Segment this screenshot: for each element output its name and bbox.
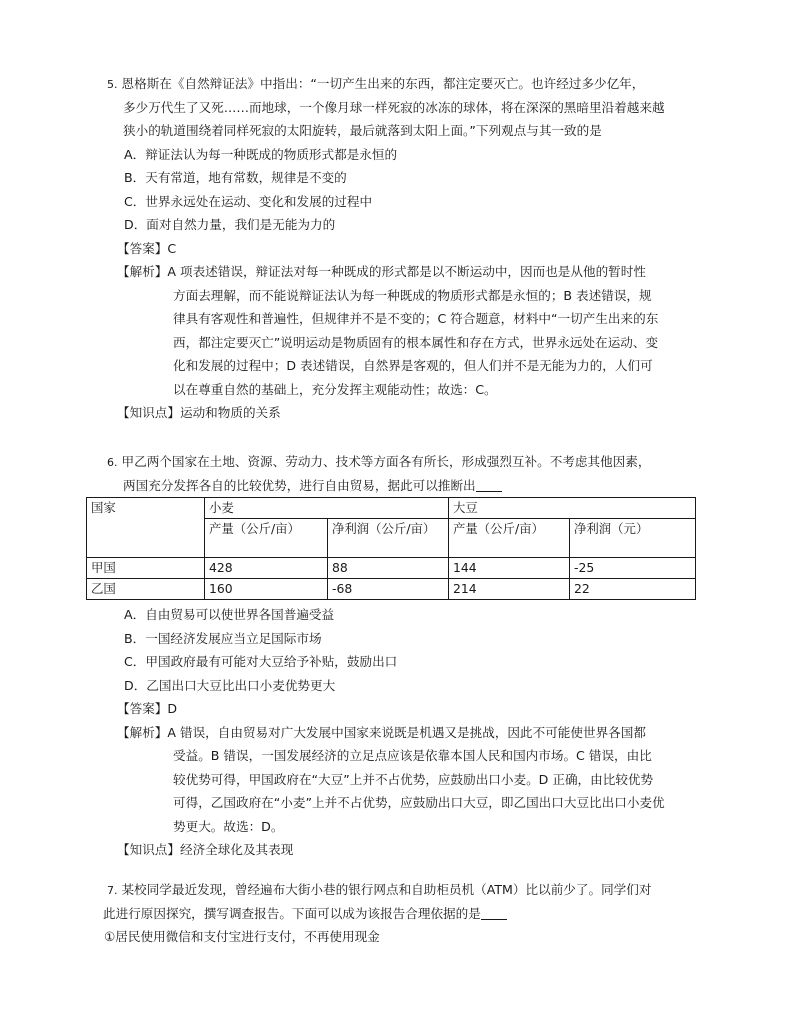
- question-6-continued: [90, 603, 712, 862]
- wheat-header: 小麦: [205, 498, 449, 519]
- table-cell: 428: [205, 558, 328, 579]
- question-6-option-a: A．自由贸易可以使世界各国普遍受益: [124, 607, 335, 622]
- country-cell: 甲国: [87, 558, 205, 579]
- table-cell: -68: [328, 579, 449, 600]
- question-5-analysis-line-1: 【解析】A 项表述错误，辩证法对每一种既成的形式都是以不断运动中，因而也是从他的暂时性: [117, 264, 646, 279]
- soybean-output-header: 产量（公斤/亩）: [449, 519, 570, 558]
- question-5-analysis-line-6: 以在尊重自然的基础上，充分发挥主观能动性；故选：C。: [173, 381, 497, 397]
- question-5-option-c: C．世界永远处在运动、变化和发展的过程中: [124, 193, 373, 209]
- question-5-answer: [90, 237, 712, 261]
- question-6-analysis-line-2: 受益。B 错误，一国发展经济的立足点应该是依靠本国人民和国内市场。C 错误，由比: [173, 748, 652, 763]
- wheat-output-header: 产量（公斤/亩）: [205, 519, 328, 558]
- question-7-stem-line-2: 此进行原因探究，撰写调查报告。下面可以成为该报告合理依据的是: [90, 902, 712, 926]
- wheat-profit-header: 净利润（公斤/亩）: [328, 519, 449, 558]
- question-5-number: 5.: [107, 78, 118, 91]
- analysis-label: 【解析】: [117, 264, 168, 279]
- question-6: [90, 450, 712, 497]
- question-7-stem-line-1: 7. 某校同学最近发现，曾经遍布大街小巷的银行网点和自助柜员机（ATM）比以前少了。同学们对: [107, 882, 652, 897]
- table-cell: 22: [570, 579, 696, 600]
- answer-value: C: [167, 240, 177, 256]
- answer-blank: [481, 905, 507, 920]
- question-5-stem-line-3: 狭小的轨道围绕着同样死寂的太阳旋转，最后就落到太阳上面。”下列观点与其一致的是: [123, 123, 602, 138]
- question-5-analysis-line-3: 律具有客观性和普遍性，但规律并不是不变的；C 符合题意，材料中“一切产生出来的东: [173, 311, 659, 326]
- question-5-analysis-line-2: 方面去理解，而不能说辩证法认为每一种既成的物质形式都是永恒的；B 表述错误，规: [173, 287, 652, 303]
- soybean-profit-header: 净利润（元）: [570, 519, 696, 558]
- knowledge-label: 【知识点】: [117, 842, 180, 857]
- knowledge-value: 运动和物质的关系: [179, 405, 281, 420]
- analysis-label: 【解析】: [117, 724, 168, 740]
- question-5-option-d: D．面对自然力量，我们是无能为力的: [124, 217, 336, 232]
- knowledge-value: 经济全球化及其表现: [179, 842, 294, 857]
- comparative-advantage-table: [86, 497, 696, 600]
- answer-label: 【答案】: [117, 240, 168, 256]
- question-6-answer: [90, 697, 712, 721]
- question-5-analysis-line-5: 化和发展的过程中；D 表述错误，自然界是客观的，但人们并不是无能为力的，人们可: [173, 358, 653, 373]
- answer-value: D: [167, 701, 178, 716]
- question-6-analysis-line-1: 【解析】A 错误，自由贸易对广大发展中国家来说既是机遇又是挑战，因此不可能使世界各国都: [117, 724, 646, 740]
- answer-blank: [476, 477, 502, 492]
- table-row: [87, 579, 696, 600]
- question-6-number: 6.: [107, 456, 118, 469]
- question-7: [90, 878, 712, 949]
- question-5-knowledge: [90, 401, 712, 425]
- question-6-analysis-line-3: 较优势可得，甲国政府在“大豆”上并不占优势，应鼓励出口小麦。D 正确，由比较优势: [173, 771, 654, 787]
- table-cell: 88: [328, 558, 449, 579]
- table-row: [87, 558, 696, 579]
- question-6-option-b: B．一国经济发展应当立足国际市场: [124, 630, 322, 646]
- question-6-knowledge: [90, 838, 712, 862]
- question-5-analysis-line-4: 西，都注定要灭亡”说明运动是物质固有的根本属性和存在方式，世界永远处在运动、变: [173, 334, 659, 350]
- question-5-stem-line-1: 5. 恩格斯在《自然辩证法》中指出：“一切产生出来的东西，都注定要灭亡。也许经过多少亿年，: [107, 76, 645, 91]
- question-6-stem-line-2: 两国充分发挥各自的比较优势，进行自由贸易，据此可以推断出: [90, 474, 712, 498]
- soybean-header: 大豆: [449, 498, 696, 519]
- question-7-item-1: ①居民使用微信和支付宝进行支付，不再使用现金: [104, 929, 380, 944]
- knowledge-label: 【知识点】: [117, 405, 180, 420]
- question-5-option-b: B．天有常道，地有常数，规律是不变的: [124, 170, 347, 185]
- question-6-analysis-line-5: 势更大。故选：D。: [173, 818, 284, 834]
- country-header: 国家: [87, 498, 205, 558]
- question-5: [90, 72, 712, 425]
- country-cell: 乙国: [87, 579, 205, 600]
- table-cell: 160: [205, 579, 328, 600]
- answer-label: 【答案】: [117, 701, 168, 716]
- question-7-number: 7.: [107, 884, 118, 897]
- table-header-row: [87, 498, 696, 519]
- question-5-stem-line-2: 多少万代生了又死……而地球，一个像月球一样死寂的冰冻的球体，将在深深的黑暗里沿着越来越: [123, 99, 665, 115]
- table-cell: -25: [570, 558, 696, 579]
- question-6-option-d: D．乙国出口大豆比出口小麦优势更大: [124, 677, 336, 693]
- question-6-stem-line-1: 6. 甲乙两个国家在土地、资源、劳动力、技术等方面各有所长，形成强烈互补。不考虑其他因素，: [107, 454, 651, 469]
- table-cell: 214: [449, 579, 570, 600]
- table-cell: 144: [449, 558, 570, 579]
- question-6-analysis-line-4: 可得，乙国政府在“小麦”上并不占优势，应鼓励出口大豆，即乙国出口大豆比出口小麦优: [173, 795, 665, 810]
- question-6-option-c: C．甲国政府最有可能对大豆给予补贴，鼓励出口: [124, 654, 398, 669]
- question-5-option-a: A．辩证法认为每一种既成的物质形式都是永恒的: [124, 146, 398, 162]
